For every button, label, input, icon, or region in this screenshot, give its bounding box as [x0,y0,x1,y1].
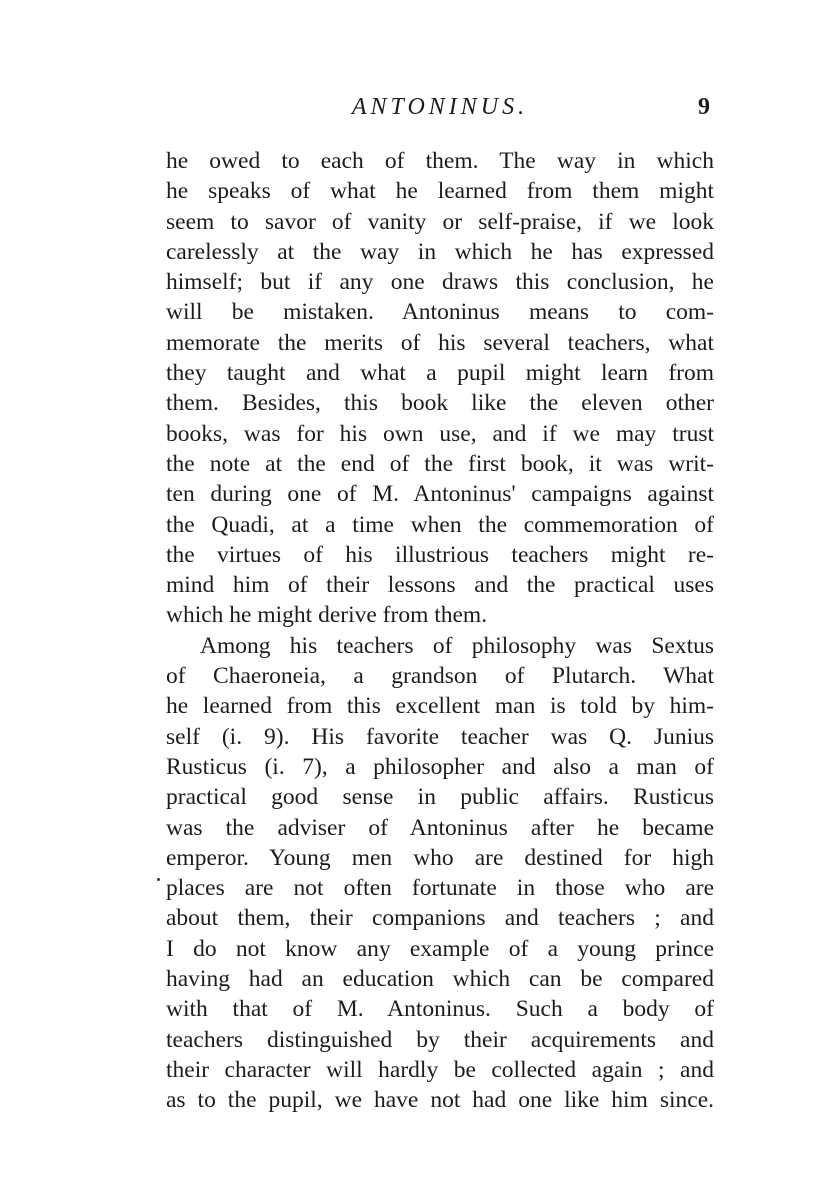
text-line: seem to savor of vanity or self-praise, if we look [166,208,714,235]
text-line: places are not often fortunate in those who are [166,875,714,902]
text-line: memorate the merits of his several teachers, what [166,329,714,356]
text-line: teachers distinguished by their acquirements and [166,1026,714,1053]
text-line: them. Besides, this book like the eleven other [166,390,714,417]
text-line: their character will hardly be collected again ; and [166,1056,714,1083]
text-line: with that of M. Antoninus. Such a body of [166,996,714,1023]
text-line: Among his teachers of philosophy was Sextus [200,632,714,659]
text-line: about them, their companions and teachers ; and [166,905,714,932]
paragraph-1 [166,146,714,631]
paragraph-2 [166,631,714,1116]
text-line: he learned from this excellent man is told by him- [166,693,714,720]
ink-speck [157,878,160,881]
text-line: himself; but if any one draws this conclusion, he [166,269,714,296]
text-line: as to the pupil, we have not had one like him since. [166,1087,714,1114]
text-line: having had an education which can be compared [166,966,714,993]
page-number: 9 [698,94,710,120]
text-line: the Quadi, at a time when the commemoration of [166,511,714,538]
text-line: practical good sense in public affairs. Rusticus [166,784,714,811]
text-line: was the adviser of Antoninus after he became [166,814,714,841]
text-line: the virtues of his illustrious teachers might re- [166,541,714,568]
text-line: of Chaeroneia, a grandson of Plutarch. What [166,663,714,690]
text-line: mind him of their lessons and the practical uses [166,572,714,599]
text-line: they taught and what a pupil might learn from [166,360,714,387]
text-line: carelessly at the way in which he has expressed [166,238,714,265]
running-head [166,92,714,122]
text-line: Rusticus (i. 7), a philosopher and also a man of [166,753,714,780]
text-line: will be mistaken. Antoninus means to com- [166,299,714,326]
text-line: I do not know any example of a young prince [166,935,714,962]
running-title: ANTONINUS. [351,94,529,120]
text-line: he speaks of what he learned from them might [166,178,714,205]
text-line: self (i. 9). His favorite teacher was Q. Junius [166,723,714,750]
text-line: which he might derive from them. [166,602,488,629]
body-text [166,146,714,1116]
text-line: the note at the end of the first book, it was writ- [166,450,714,477]
text-line: ten during one of M. Antoninus' campaigns against [166,481,714,508]
text-line: emperor. Young men who are destined for high [166,844,714,871]
text-line: he owed to each of them. The way in which [166,148,714,174]
text-line: books, was for his own use, and if we may trust [166,420,714,447]
